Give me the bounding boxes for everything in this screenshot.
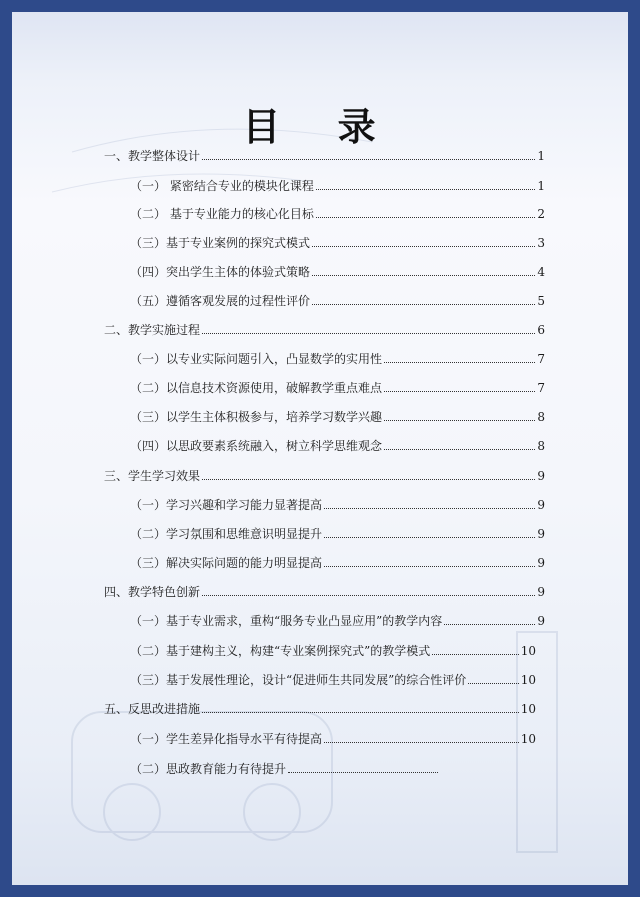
toc-page-number: 9 — [537, 469, 545, 483]
toc-page-number: 8 — [537, 439, 545, 453]
toc-subsection-entry[interactable] — [130, 642, 536, 658]
toc-entry-text: 三、学生学习效果 — [104, 469, 201, 483]
toc-subsection-entry[interactable] — [130, 177, 545, 193]
toc-page-number: 1 — [537, 179, 545, 193]
table-of-contents — [12, 12, 628, 885]
toc-subsection-entry[interactable] — [130, 234, 545, 250]
toc-leader-dots — [384, 439, 535, 450]
toc-page-number: 9 — [537, 614, 545, 628]
toc-subsection-entry[interactable] — [130, 760, 440, 776]
toc-leader-dots — [202, 149, 535, 160]
toc-section-entry[interactable] — [104, 467, 545, 483]
toc-entry-text: （三）基于发展性理论，设计“促进师生共同发展”的综合性评价 — [130, 673, 467, 687]
toc-entry-text: 五、反思改进措施 — [104, 702, 201, 716]
toc-entry-text: （二）思政教育能力有待提升 — [130, 762, 287, 776]
toc-subsection-entry[interactable] — [130, 263, 545, 279]
toc-entry-text: （三）以学生主体积极参与，培养学习数学兴趣 — [130, 410, 383, 424]
page-title: 目 录 — [242, 105, 398, 149]
toc-entry-text: （一）基于专业需求，重构“服务专业凸显应用”的教学内容 — [130, 614, 443, 628]
toc-leader-dots — [316, 179, 536, 190]
toc-page-number: 10 — [520, 673, 536, 687]
toc-leader-dots — [288, 762, 438, 773]
toc-page-number: 9 — [537, 527, 545, 541]
toc-leader-dots — [384, 410, 535, 421]
toc-leader-dots — [444, 614, 535, 625]
toc-leader-dots — [324, 527, 535, 538]
toc-page-number: 1 — [537, 149, 545, 163]
toc-leader-dots — [468, 673, 518, 684]
toc-entry-text: （二）以信息技术资源使用，破解教学重点难点 — [130, 381, 383, 395]
toc-leader-dots — [312, 294, 535, 305]
toc-page-number: 3 — [537, 236, 545, 250]
toc-entry-text: （二）学习氛围和思维意识明显提升 — [130, 527, 323, 541]
toc-entry-text: （四）突出学生主体的体验式策略 — [130, 265, 311, 279]
toc-entry-text: （四）以思政要素系统融入，树立科学思维观念 — [130, 439, 383, 453]
toc-page-number: 6 — [537, 323, 545, 337]
toc-leader-dots — [312, 265, 535, 276]
toc-subsection-entry[interactable] — [130, 408, 545, 424]
toc-page-number: 2 — [537, 207, 545, 221]
toc-subsection-entry[interactable] — [130, 554, 545, 570]
toc-leader-dots — [202, 702, 519, 713]
toc-leader-dots — [384, 381, 535, 392]
toc-subsection-entry[interactable] — [130, 730, 536, 746]
toc-subsection-entry[interactable] — [130, 496, 545, 512]
toc-page-number: 9 — [537, 498, 545, 512]
toc-page-number: 7 — [537, 381, 545, 395]
toc-entry-text: （三）解决实际问题的能力明显提高 — [130, 556, 323, 570]
toc-page-number: 10 — [520, 644, 536, 658]
toc-subsection-entry[interactable] — [130, 525, 545, 541]
toc-entry-text: 四、教学特色创新 — [104, 585, 201, 599]
toc-entry-text: 二、教学实施过程 — [104, 323, 201, 337]
toc-section-entry[interactable] — [104, 147, 545, 163]
toc-entry-text: （三）基于专业案例的探究式模式 — [130, 236, 311, 250]
toc-entry-text: （二） 基于专业能力的核心化目标 — [130, 207, 314, 221]
toc-page-number: 9 — [537, 585, 545, 599]
toc-entry-text: （二）基于建构主义，构建“专业案例探究式”的教学模式 — [130, 644, 431, 658]
toc-page-number: 8 — [537, 410, 545, 424]
document-page — [12, 12, 628, 885]
toc-subsection-entry[interactable] — [130, 350, 545, 366]
toc-entry-text: 一、教学整体设计 — [104, 149, 201, 163]
toc-subsection-entry[interactable] — [130, 437, 545, 453]
toc-section-entry[interactable] — [104, 321, 545, 337]
toc-subsection-entry[interactable] — [130, 379, 545, 395]
toc-page-number: 10 — [520, 702, 536, 716]
toc-page-number: 10 — [520, 732, 536, 746]
toc-page-number: 7 — [537, 352, 545, 366]
toc-leader-dots — [324, 732, 519, 743]
toc-subsection-entry[interactable] — [130, 612, 545, 628]
toc-leader-dots — [324, 498, 535, 509]
toc-entry-text: （一）学习兴趣和学习能力显著提高 — [130, 498, 323, 512]
toc-subsection-entry[interactable] — [130, 292, 545, 308]
toc-leader-dots — [432, 644, 518, 655]
toc-leader-dots — [312, 236, 535, 247]
toc-subsection-entry[interactable] — [130, 671, 536, 687]
toc-page-number: 4 — [537, 265, 545, 279]
toc-section-entry[interactable] — [104, 700, 536, 716]
toc-page-number: 9 — [537, 556, 545, 570]
toc-entry-text: （五）遵循客观发展的过程性评价 — [130, 294, 311, 308]
toc-leader-dots — [324, 556, 535, 567]
toc-leader-dots — [316, 207, 536, 218]
toc-leader-dots — [384, 352, 535, 363]
toc-entry-text: （一）以专业实际问题引入，凸显数学的实用性 — [130, 352, 383, 366]
toc-entry-text: （一） 紧密结合专业的模块化课程 — [130, 179, 314, 193]
toc-subsection-entry[interactable] — [130, 205, 545, 221]
toc-entry-text: （一）学生差异化指导水平有待提高 — [130, 732, 323, 746]
toc-leader-dots — [202, 323, 535, 334]
toc-leader-dots — [202, 469, 535, 480]
toc-section-entry[interactable] — [104, 583, 545, 599]
toc-leader-dots — [202, 585, 535, 596]
toc-page-number: 5 — [537, 294, 545, 308]
